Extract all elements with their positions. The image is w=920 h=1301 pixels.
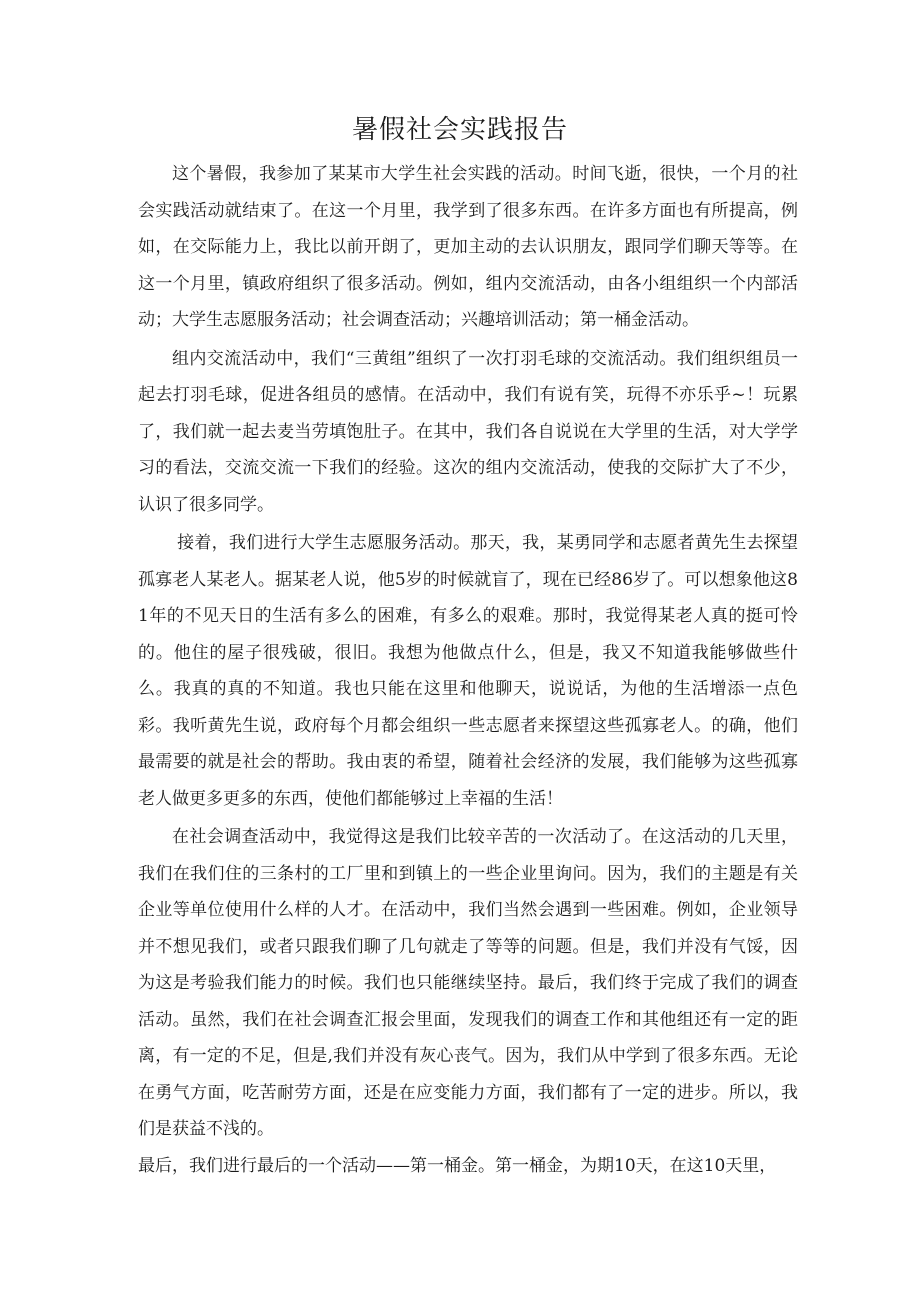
paragraph-social-survey: 在社会调查活动中，我觉得这是我们比较辛苦的一次活动了。在这活动的几天里，我们在我们住的三条村的工厂里和到镇上的一些企业里询问。因为，我们的主题是有关企业等单位使用什么样的人才。在活动中，我们当然会遇到一些困难。例如，企业领导并不想见我们，或者只跟我们聊了几句就走了等等的问题。但是，我们并没有气馁，因为这是考验我们能力的时候。我们也只能继续坚持。最后，我们终于完成了我们的调查活动。虽然，我们在社会调查汇报会里面，发现我们的调查工作和其他组还有一定的距离，有一定的不足，但是,我们并没有灰心丧气。因为，我们从中学到了很多东西。无论在勇气方面，吃苦耐劳方面，还是在应变能力方面，我们都有了一定的进步。所以，我们是获益不浅的。 <box>138 827 798 1139</box>
document-body <box>138 156 798 1184</box>
paragraph-intro: 这个暑假，我参加了某某市大学生社会实践的活动。时间飞逝，很快，一个月的社会实践活动就结束了。在这一个月里，我学到了很多东西。在许多方面也有所提高，例如，在交际能力上，我比以前开朗了，更加主动的去认识朋友，跟同学们聊天等等。在这一个月里，镇政府组织了很多活动。例如，组内交流活动，由各小组组织一个内部活动；大学生志愿服务活动；社会调查活动；兴趣培训活动；第一桶金活动。 <box>138 164 798 330</box>
document-title: 暑假社会实践报告 <box>351 115 568 145</box>
paragraph-volunteer-service: 接着，我们进行大学生志愿服务活动。那天，我，某勇同学和志愿者黄先生去探望孤寡老人某老人。据某老人说，他5岁的时候就盲了，现在已经86岁了。可以想象他这81年的不见天日的生活有多么的困难，有多么的艰难。那时，我觉得某老人真的挺可怜的。他住的屋子很残破，很旧。我想为他做点什么，但是，我又不知道我能够做些什么。我真的真的不知道。我也只能在这里和他聊天，说说话，为他的生活增添一点色彩。我听黄先生说，政府每个月都会组织一些志愿者来探望这些孤寡老人。的确，他们最需要的就是社会的帮助。我由衷的希望，随着社会经济的发展，我们能够为这些孤寡老人做更多更多的东西，使他们都能够过上幸福的生活！ <box>138 533 798 809</box>
paragraph-first-pot-of-gold: 最后，我们进行最后的一个活动——第一桶金。第一桶金，为期10天，在这10天里， <box>138 1155 777 1176</box>
paragraph-group-exchange: 组内交流活动中，我们“三黄组”组织了一次打羽毛球的交流活动。我们组织组员一起去打羽毛球，促进各组员的感情。在活动中，我们有说有笑，玩得不亦乐乎~！玩累了，我们就一起去麦当劳填饱肚子。在其中，我们各自说说在大学里的生活，对大学学习的看法，交流交流一下我们的经验。这次的组内交流活动，使我的交际扩大了不少，认识了很多同学。 <box>138 348 798 515</box>
